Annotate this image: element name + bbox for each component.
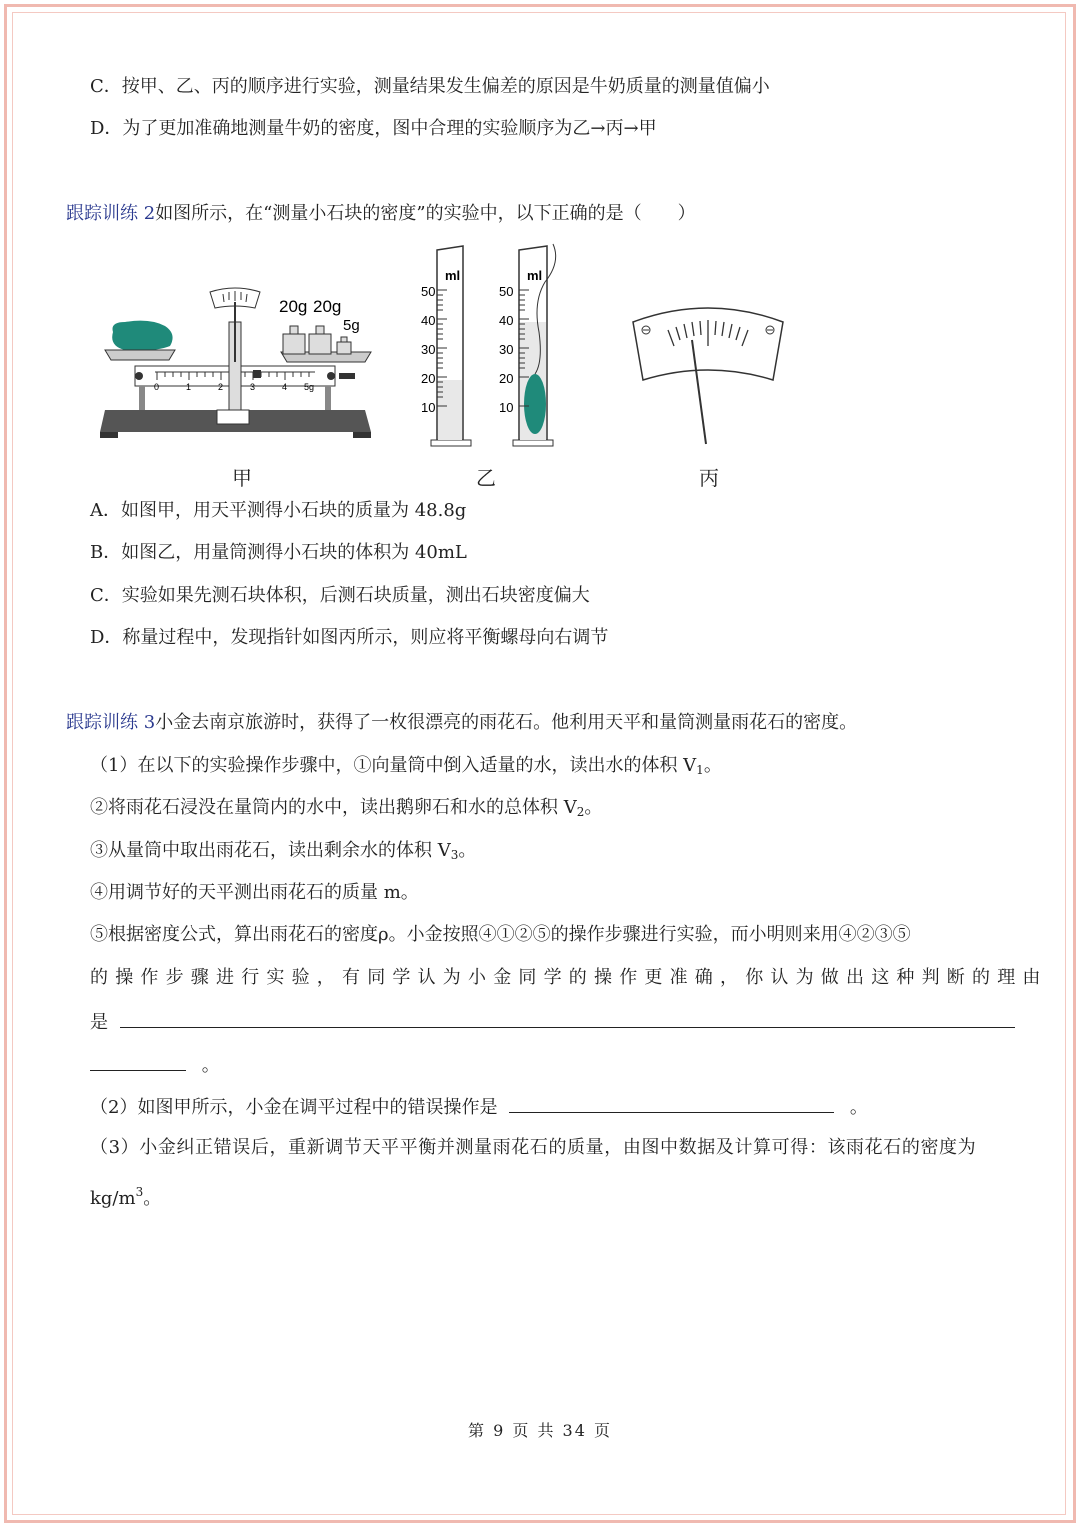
rider	[253, 370, 261, 378]
figure-label-yi: 乙	[476, 466, 496, 490]
ruler-tick-3: 3	[250, 382, 256, 392]
q3-step4: ④用调节好的天平测出雨花石的质量 m。	[90, 882, 419, 903]
q3-part2: （2）如图甲所示，小金在调平过程中的错误操作是 。	[90, 1094, 868, 1120]
q3-tag: 跟踪训练 3	[66, 712, 156, 733]
ruler-tick-2: 2	[218, 382, 224, 392]
ruler-tick-4: 4	[282, 382, 288, 392]
q2-stem-line	[66, 202, 696, 226]
q2-stem: 如图所示，在“测量小石块的密度”的实验中，以下正确的是（ ）	[155, 203, 696, 224]
weight-label-1: 20g	[279, 297, 308, 316]
figure-label-jia: 甲	[232, 466, 252, 490]
q3-stem-line	[66, 711, 857, 735]
q2-option-a: A．如图甲，用天平测得小石块的质量为 48.8g	[90, 500, 467, 521]
answer-blank-2[interactable]	[509, 1094, 834, 1113]
page-footer: 第 9 页 共 34 页	[468, 1421, 612, 1440]
q2-tag: 跟踪训练 2	[66, 203, 156, 224]
q2-option-d: D．称量过程中，发现指针如图丙所示，则应将平衡螺母向右调节	[90, 627, 609, 648]
balance-figure	[95, 282, 380, 447]
right-cylinder-unit: ml	[527, 268, 543, 283]
left-tick-30: 30	[421, 342, 436, 357]
figure-label-bing: 丙	[699, 466, 719, 490]
q3-step3: ③从量筒中取出雨花石，读出剩余水的体积 $V_3$。	[90, 840, 477, 862]
right-tick-40: 40	[499, 313, 514, 328]
weight-label-2: 20g	[313, 297, 342, 316]
left-tick-50: 50	[421, 284, 436, 299]
q3-answer-line-1: 是	[90, 1009, 1015, 1035]
prev-option-c: C．按甲、乙、丙的顺序进行实验，测量结果发生偏差的原因是牛奶质量的测量值偏小	[90, 76, 770, 97]
weight-label-3: 5g	[343, 317, 360, 334]
right-tick-50: 50	[499, 284, 514, 299]
cylinder-figure	[415, 242, 565, 452]
left-cylinder-unit: ml	[445, 268, 461, 283]
ruler-tick-1: 1	[186, 382, 192, 392]
q3-answer-line-2: 。	[90, 1052, 220, 1078]
left-tick-10: 10	[421, 400, 436, 415]
q3-step5: ⑤根据密度公式，算出雨花石的密度ρ。小金按照④①②⑤的操作步骤进行实验，而小明则来用④②③⑤	[90, 924, 911, 945]
ruler-tick-5: 5g	[304, 382, 315, 392]
prev-option-d: D．为了更加准确地测量牛奶的密度，图中合理的实验顺序为乙→丙→甲	[90, 118, 657, 139]
q3-step1: （1）在以下的实验操作步骤中，①向量筒中倒入适量的水，读出水的体积 $V_1$。	[90, 755, 722, 777]
q3-step2: ②将雨花石浸没在量筒内的水中，读出鹅卵石和水的总体积 $V_2$。	[90, 797, 603, 819]
right-tick-30: 30	[499, 342, 514, 357]
answer-blank-1-cont[interactable]	[90, 1052, 186, 1071]
q3-part3: （3）小金纠正错误后，重新调节天平平衡并测量雨花石的质量，由图中数据及计算可得：该雨花石的密度为	[90, 1137, 977, 1158]
q3-stem: 小金去南京旅游时，获得了一枚很漂亮的雨花石。他利用天平和量筒测量雨花石的密度。	[155, 712, 858, 733]
right-tick-20: 20	[499, 371, 514, 386]
answer-blank-1[interactable]	[120, 1009, 1015, 1028]
q3-unit: $kg/m^3$。	[90, 1185, 162, 1209]
stone	[112, 321, 172, 351]
left-tick-20: 20	[421, 371, 436, 386]
pointer-figure	[628, 300, 788, 450]
q2-option-c: C．实验如果先测石块体积，后测石块质量，测出石块密度偏大	[90, 585, 590, 606]
right-tick-10: 10	[499, 400, 514, 415]
ruler-tick-0: 0	[154, 382, 160, 392]
q2-option-b: B．如图乙，用量筒测得小石块的体积为 40mL	[90, 542, 467, 563]
left-tick-40: 40	[421, 313, 436, 328]
q3-step5-cont: 的操作步骤进行实验，有同学认为小金同学的操作更准确，你认为做出这种判断的理由	[90, 967, 1048, 988]
submerged-stone	[524, 374, 546, 434]
